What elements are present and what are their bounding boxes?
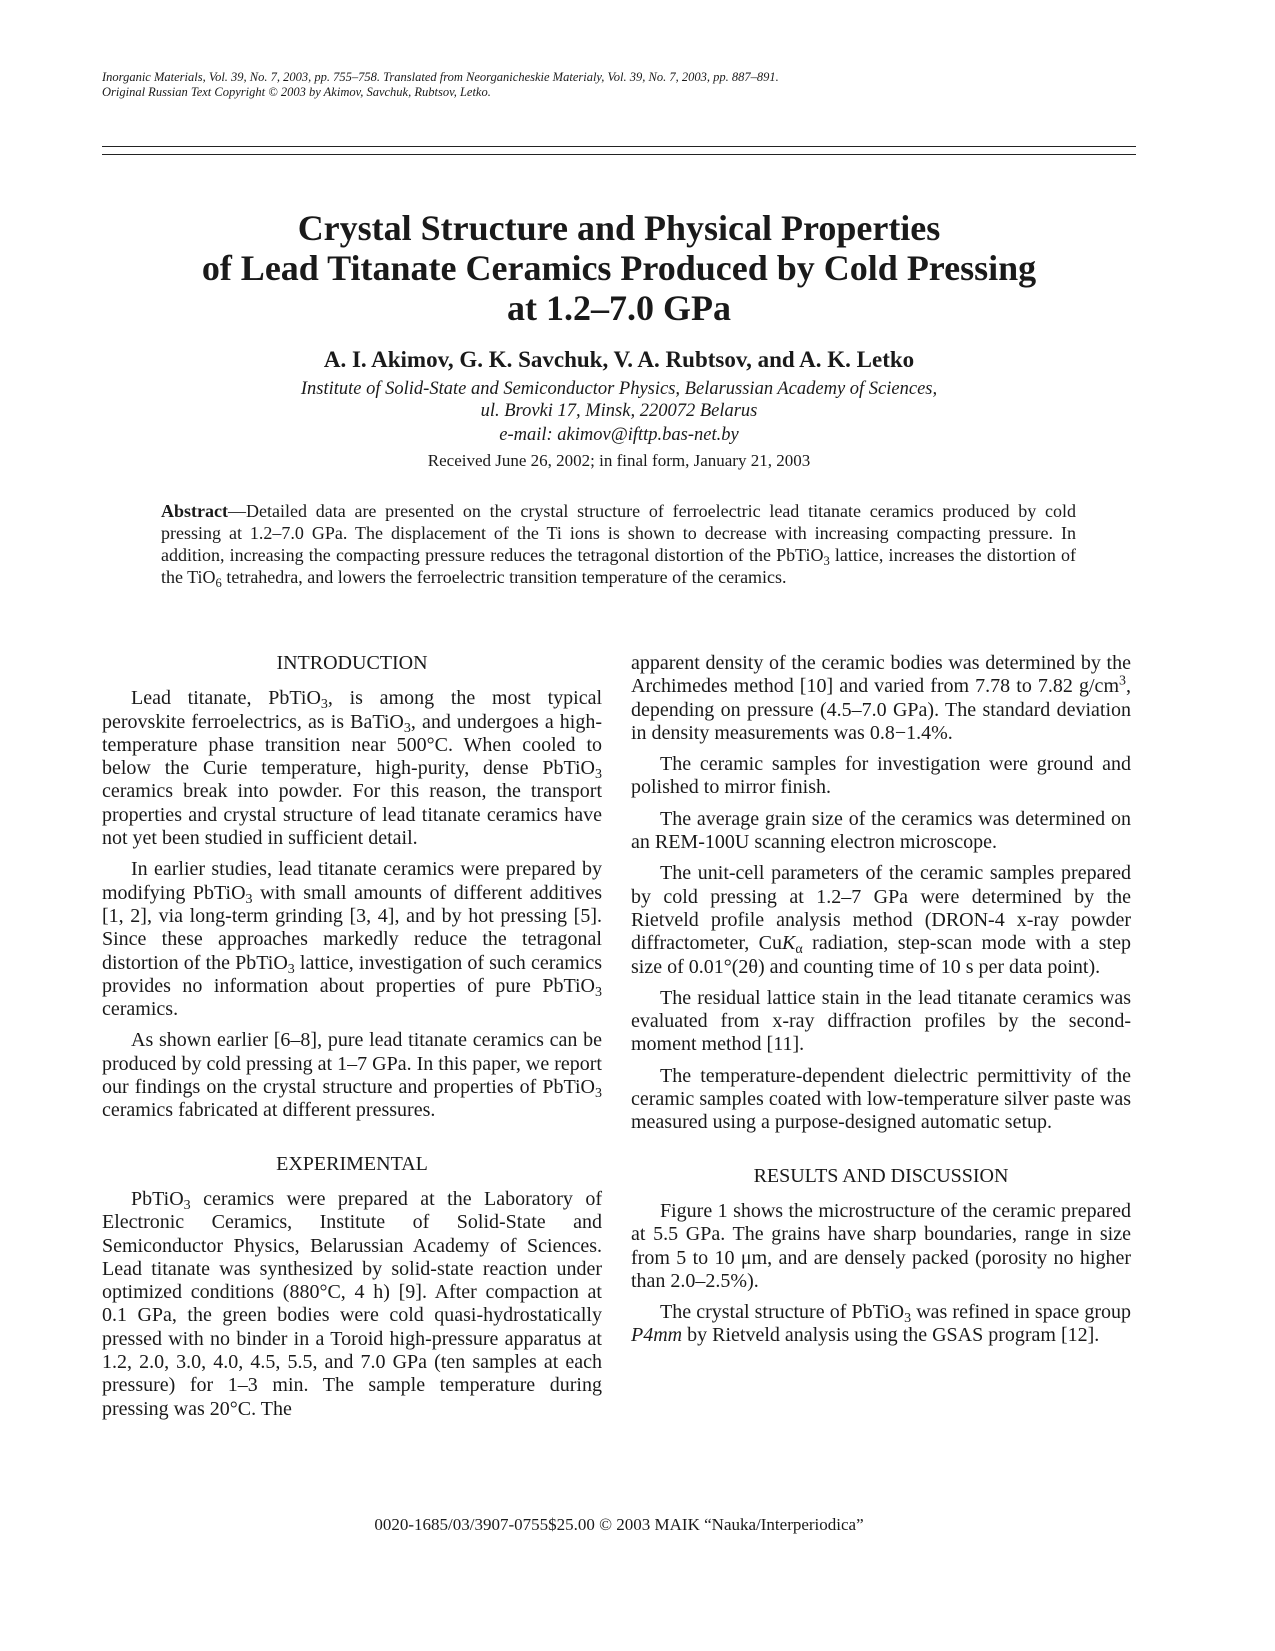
experimental-paragraph-4: The average grain size of the ceramics was determined on an REM-100U scanning electron microscope.: [631, 807, 1131, 854]
experimental-paragraph-6: The residual lattice stain in the lead titanate ceramics was evaluated from x-ray diffraction profiles by the second-moment method [11].: [631, 986, 1131, 1056]
left-column: [102, 652, 602, 1429]
running-head-line-2: Original Russian Text Copyright © 2003 by Akimov, Savchuk, Rubtsov, Letko.: [102, 85, 491, 99]
title-line-2: of Lead Titanate Ceramics Produced by Cold Pressing: [201, 248, 1037, 288]
abstract-sub-1: 3: [823, 553, 830, 568]
affiliation-line-1: Institute of Solid-State and Semiconductor Physics, Belarussian Academy of Sciences,: [300, 379, 938, 399]
experimental-paragraph-7: The temperature-dependent dielectric permittivity of the ceramic samples coated with low-temperature silver paste was measured using a purpose-designed automatic setup.: [631, 1064, 1131, 1134]
header-rule-top: [102, 146, 1136, 147]
running-head-line-1: Inorganic Materials, Vol. 39, No. 7, 2003, pp. 755–758. Translated from Neorganicheskie Materialy, Vol. 39, No. 7, 2003, pp. 887–891.: [102, 70, 779, 84]
abstract-text-1: —Detailed data are presented on the crystal structure of ferroelectric lead titanate ceramics produced by cold pressing at 1.2–7.0 GPa. The displacement of the Ti ions is shown to decrease with increasing compacting pressure. In addition, increasing the compacting pressure reduces the tetragonal distortion of the PbTiO: [161, 501, 1076, 565]
results-paragraph-1: Figure 1 shows the microstructure of the ceramic prepared at 5.5 GPa. The grains have sharp boundaries, range in size from 5 to 10 μm, and are densely packed (porosity no higher than 2.0–2.5%).: [631, 1199, 1131, 1292]
experimental-paragraph-3: The ceramic samples for investigation were ground and polished to mirror finish.: [631, 753, 1131, 799]
experimental-paragraph-5: The unit-cell parameters of the ceramic samples prepared by cold pressing at 1.2–7 GPa were determined by the Rietveld profile analysis method (DRON-4 x-ray powder diffractometer, CuK$_\alpha$ radiation, step-scan mode with a step size of 0.01°(2θ) and counting time of 10 s per data point).: [631, 862, 1131, 978]
received-dates: Received June 26, 2002; in final form, January 21, 2003: [427, 451, 811, 470]
introduction-heading: INTRODUCTION: [276, 652, 428, 674]
abstract-text-3: tetrahedra, and lowers the ferroelectric transition temperature of the ceramics.: [221, 567, 787, 587]
right-column: [631, 652, 1131, 1356]
header-rule-bottom: [102, 154, 1136, 155]
abstract: [161, 500, 1076, 588]
affiliation-line-2: ul. Brovki 17, Minsk, 220072 Belarus: [480, 401, 758, 421]
email-line: e-mail: akimov@ifttp.bas-net.by: [499, 425, 739, 445]
experimental-heading: EXPERIMENTAL: [276, 1152, 428, 1175]
title-line-1: Crystal Structure and Physical Properties: [297, 208, 941, 248]
author-list: A. I. Akimov, G. K. Savchuk, V. A. Rubtsov, and A. K. Letko: [323, 347, 915, 372]
experimental-paragraph-2: apparent density of the ceramic bodies was determined by the Archimedes method [10] and varied from 7.78 to 7.82 $g/cm^3$, depending on pressure (4.5–7.0 GPa). The standard deviation in density measurements was 0.8−1.4%.: [631, 652, 1131, 744]
title-line-3: at 1.2–7.0 GPa: [507, 288, 731, 328]
affiliation: [102, 378, 1136, 422]
article-title: [102, 208, 1136, 328]
experimental-paragraph-1: PbTiO$_3$ ceramics were prepared at the Laboratory of Electronic Ceramics, Institute of Solid-State and Semiconductor Physics, Belarussian Academy of Sciences. Lead titanate was synthesized by solid-state reaction under optimized conditions (880°C, 4 h) [9]. After compaction at 0.1 GPa, the green bodies were cold quasi-hydrostatically pressed with no binder in a Toroid high-pressure apparatus at 1.2, 2.0, 3.0, 4.0, 4.5, 5.5, and 7.0 GPa (ten samples at each pressure) for 1–3 min. The sample temperature during pressing was 20°C. The: [102, 1187, 602, 1420]
intro-paragraph-3: As shown earlier [6–8], pure lead titanate ceramics can be produced by cold pressing at 1–7 GPa. In this paper, we report our findings on the crystal structure and properties of PbTiO$_3$ ceramics fabricated at different pressures.: [102, 1029, 602, 1122]
abstract-sub-2: 6: [215, 575, 222, 590]
footer-copyright: 0020-1685/03/3907-0755$25.00 © 2003 MAIK “Nauka/Interperiodica”: [374, 1515, 864, 1534]
abstract-text-2: lattice, increases the distortion of the TiO: [161, 545, 1076, 587]
results-paragraph-2: The crystal structure of PbTiO$_3$ was refined in space group P4mm by Rietveld analysis using the GSAS program [12].: [631, 1301, 1132, 1347]
results-heading: RESULTS AND DISCUSSION: [753, 1164, 1009, 1187]
intro-paragraph-1: Lead titanate, PbTiO$_3$, is among the most typical perovskite ferroelectrics, as is BaTiO$_3$, and undergoes a high-temperature phase transition near 500°C. When cooled to below the Curie temperature, high-purity, dense PbTiO$_3$ ceramics break into powder. For this reason, the transport properties and crystal structure of lead titanate ceramics have not yet been studied in sufficient detail.: [102, 687, 603, 850]
abstract-label: Abstract: [161, 501, 228, 521]
running-head: [102, 70, 1132, 100]
intro-paragraph-2: In earlier studies, lead titanate ceramics were prepared by modifying PbTiO$_3$ with small amounts of different additives [1, 2], via long-term grinding [3, 4], and by hot pressing [5]. Since these approaches markedly reduce the tetragonal distortion of the PbTiO$_3$ lattice, investigation of such ceramics provides no information about properties of pure PbTiO$_3$ ceramics.: [102, 858, 603, 1021]
